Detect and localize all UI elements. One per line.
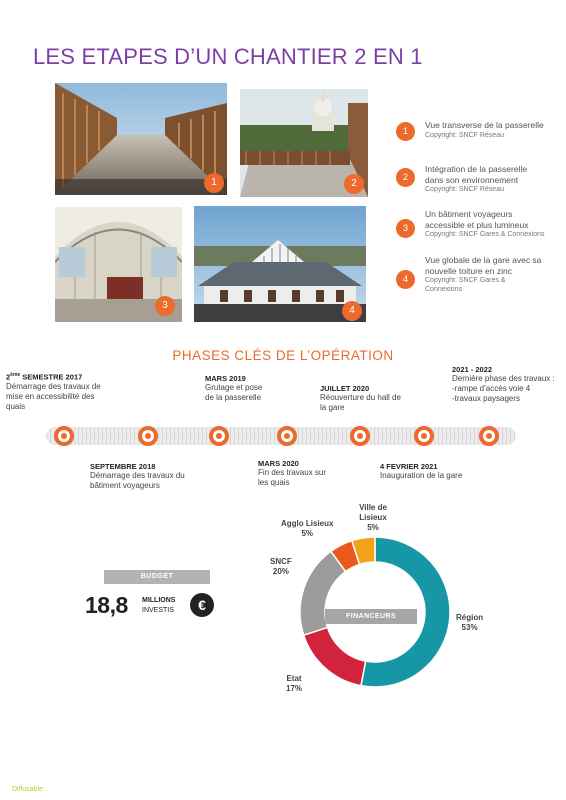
caption-badge: 4 [396,270,415,289]
caption-text: Vue globale de la gare avec sa nouvelle toiture en zinc [425,255,542,276]
photo-badge: 2 [344,174,364,194]
event-desc: Démarrage des travaux du bâtiment voyageurs [90,471,185,490]
photo-badge: 1 [204,173,224,193]
event-date: MARS 2020 [258,459,299,468]
legend-label-region: Région 53% [456,613,484,632]
event-desc: Inauguration de la gare [380,471,463,480]
photo-footbridge-environment [240,89,368,197]
caption-badge: 2 [396,168,415,187]
event-date: 4 FEVRIER 2021 [380,462,438,471]
photo-station-roof [194,206,366,322]
timeline-dot [138,426,158,446]
caption-copyright: Copyright: SNCF Réseau [425,186,504,193]
event-2021-2022 [452,365,562,404]
event-desc: Réouverture du hall de la gare [320,393,401,412]
legend-label-sncf: SNCF 20% [270,557,292,576]
caption-2 [425,164,547,194]
event-2017 [6,372,106,412]
caption-badge: 3 [396,219,415,238]
event-mars-2020 [258,459,328,488]
timeline-dot [277,426,297,446]
phases-title: PHASES CLÉS DE L’OPÉRATION [172,348,394,363]
event-desc: Fin des travaux sur les quais [258,468,327,487]
caption-1 [425,120,545,140]
caption-text: Vue transverse de la passerelle [425,120,544,130]
event-juillet-2020 [320,384,408,413]
event-date: JUILLET 2020 [320,384,370,393]
financers-label: FINANCEURS [325,609,417,624]
legend-label-ville: Ville de Lisieux 5% [359,503,387,532]
timeline-dot [209,426,229,446]
event-desc: Dernière phase des travaux : [452,374,555,383]
station-roof-image [194,206,366,322]
euro-icon: € [190,593,214,617]
event-date: 2021 - 2022 [452,365,493,374]
photo-station-hall [55,207,182,322]
event-item: -rampe d’accès voie 4 [452,384,531,393]
event-date: MARS 2019 [205,374,246,383]
caption-copyright: Copyright: SNCF Gares & Connexions [425,277,506,293]
timeline-dot [54,426,74,446]
event-desc: Démarrage des travaux de mise en accessibilité des quais [6,381,101,411]
event-septembre-2018 [90,462,210,491]
budget-amount: 18,8 [85,592,128,618]
caption-3 [425,209,545,239]
event-desc: Grutage et pose de la passerelle [205,383,263,402]
photo-footbridge-deck [55,83,227,195]
timeline-dot [414,426,434,446]
legend-label-agglo: Agglo Lisieux 5% [281,519,334,538]
photo-badge: 3 [155,296,175,316]
caption-text: Un bâtiment voyageurs accessible et plus lumineux [425,209,529,230]
page-title: LES ETAPES D’UN CHANTIER 2 EN 1 [33,44,423,69]
event-date: 2ème SEMESTRE 2017 [6,372,83,382]
photo-badge: 4 [342,301,362,321]
footer-classification: Diffusable [12,786,44,793]
caption-4 [425,255,543,294]
budget-label: BUDGET [104,570,210,584]
timeline-dot [479,426,499,446]
footbridge-deck-image [55,83,227,195]
event-fevrier-2021 [380,462,480,481]
caption-copyright: Copyright: SNCF Gares & Connexions [425,231,545,238]
budget-sub: INVESTIS [142,607,174,614]
timeline-dot [350,426,370,446]
donut-slice-etat [304,627,366,685]
event-mars-2019 [205,374,271,403]
caption-badge: 1 [396,122,415,141]
budget-unit: MILLIONS [142,597,176,604]
caption-copyright: Copyright: SNCF Réseau [425,131,504,139]
event-item: -travaux paysagers [452,394,521,403]
legend-label-etat: Etat 17% [286,674,303,693]
event-date: SEPTEMBRE 2018 [90,462,156,471]
caption-text: Intégration de la passerelle dans son environnement [425,164,528,185]
